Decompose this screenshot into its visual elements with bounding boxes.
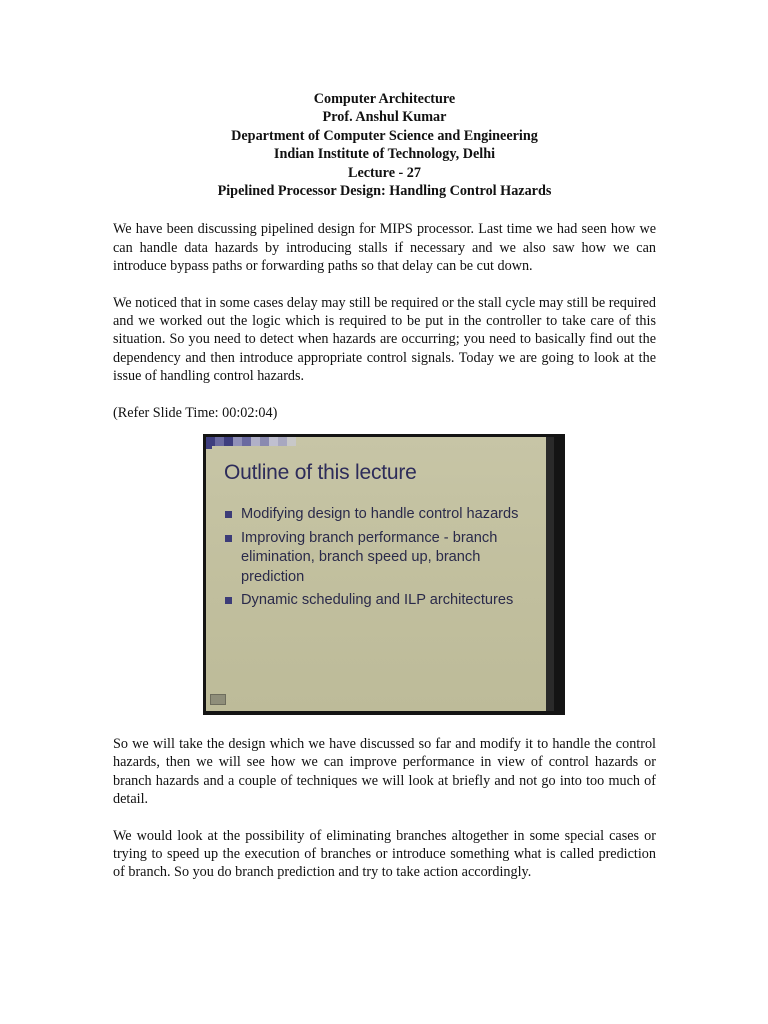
lecture-header [113, 90, 656, 200]
professor-name: Prof. Anshul Kumar [322, 109, 447, 126]
square-bullet-icon [225, 597, 232, 604]
slide-bullet-item [225, 505, 525, 525]
slide-edge-strip [546, 437, 554, 711]
slide-corner-decoration [206, 437, 356, 449]
lecture-topic: Pipelined Processor Design: Handling Control Hazards [217, 183, 552, 200]
paragraph-2: We noticed that in some cases delay may still be required or the stall cycle may still be required and we worked out the logic which is required to be put in the controller to take care of this situation. So you need to detect when hazards are occurring; you need to basically find out the dependency and then introduce appropriate control signals. Today we are going to look at the issue of handling control hazards. [113, 295, 656, 384]
slide-bullet-item [225, 529, 525, 588]
department-name: Department of Computer Science and Engineering [231, 127, 538, 144]
slide-frame [206, 437, 554, 711]
slide-bullet-text: Dynamic scheduling and ILP architectures [241, 592, 514, 609]
slide-bullet-text: Modifying design to handle control hazards [241, 506, 519, 523]
lecture-number: Lecture - 27 [347, 164, 421, 181]
slide-title: Outline of this lecture [224, 461, 417, 485]
slide-bullet-text: Improving branch performance - branch elimination, branch speed up, branch prediction [241, 529, 498, 585]
square-bullet-icon [225, 535, 232, 542]
document-page [113, 90, 656, 882]
slide-bullet-item [225, 591, 525, 611]
refer-slide-time: (Refer Slide Time: 00:02:04) [113, 405, 278, 422]
square-bullet-icon [225, 511, 232, 518]
paragraph-3: So we will take the design which we have discussed so far and modify it to handle the control hazards, then we will see how we can improve performance in view of control hazards or branch hazards and a couple of techniques we will look at briefly and not go into too much of detail. [113, 736, 656, 807]
paragraph-4: We would look at the possibility of eliminating branches altogether in some special cases or trying to speed up the execution of branches or introduce something what is called prediction of branch. So you do branch prediction and try to take action accordingly. [113, 828, 656, 881]
slide-bullet-list [225, 505, 525, 615]
slide-navigation-icon [210, 694, 226, 705]
paragraph-1: We have been discussing pipelined design for MIPS processor. Last time we had seen how we can handle data hazards by introducing stalls if necessary and we also saw how we can introduce bypass paths or forwarding paths so that delay can be cut down. [113, 221, 656, 274]
slide-image [203, 434, 565, 715]
institute-name: Indian Institute of Technology, Delhi [273, 146, 496, 163]
course-title: Computer Architecture [313, 91, 456, 107]
